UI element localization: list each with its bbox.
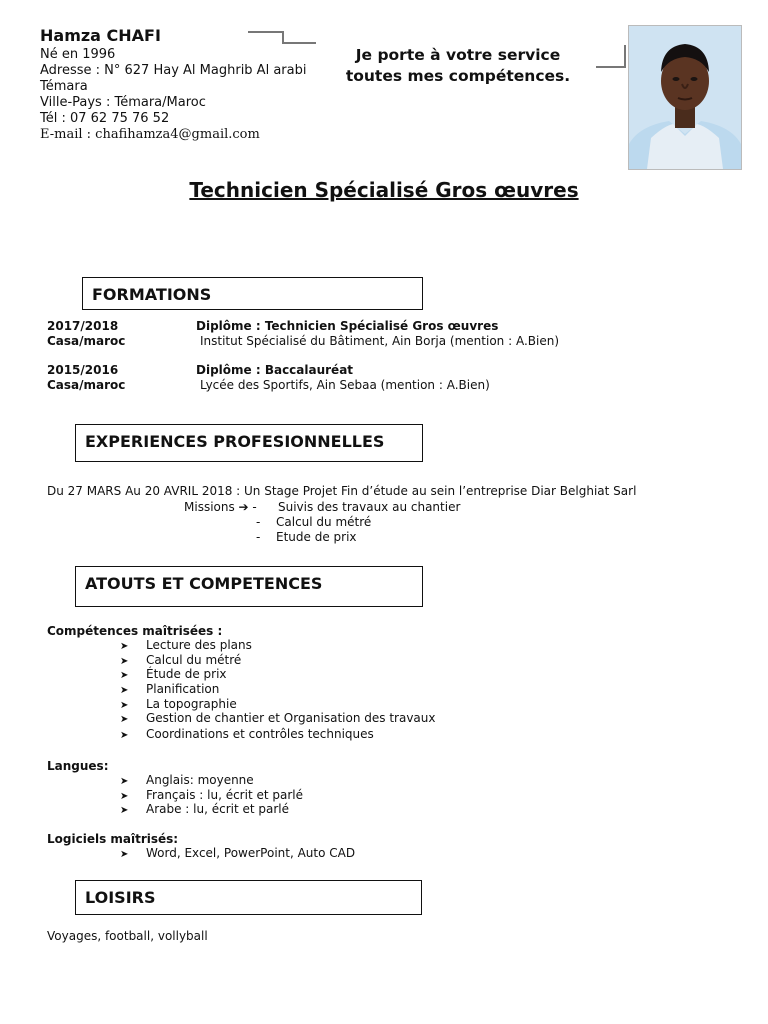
mission-dash: - bbox=[256, 515, 261, 529]
arrow-bullet-icon: ➤ bbox=[120, 685, 129, 697]
address-line-2: Témara bbox=[40, 79, 88, 94]
list-item: ➤ Calcul du métré bbox=[120, 653, 436, 668]
loisirs-text: Voyages, football, vollyball bbox=[47, 929, 208, 943]
job-title: Technicien Spécialisé Gros œuvres bbox=[189, 178, 579, 202]
mission-item: Etude de prix bbox=[276, 530, 357, 544]
arrow-bullet-icon: ➤ bbox=[120, 655, 129, 667]
mission-item: Suivis des travaux au chantier bbox=[278, 500, 461, 514]
city-country: Ville-Pays : Témara/Maroc bbox=[40, 95, 206, 110]
formation-2-school: Lycée des Sportifs, Ain Sebaa (mention : A.Bien) bbox=[200, 378, 490, 392]
list-item: ➤ La topographie bbox=[120, 697, 436, 712]
section-header-loisirs: LOISIRS bbox=[75, 880, 422, 915]
arrow-bullet-icon: ➤ bbox=[120, 714, 129, 726]
list-item: ➤ Planification bbox=[120, 682, 436, 697]
arrow-bullet-icon: ➤ bbox=[120, 776, 129, 787]
logiciels-label: Logiciels maîtrisés: bbox=[47, 832, 179, 846]
section-header-formations: FORMATIONS bbox=[82, 277, 423, 310]
formation-1-year: 2017/2018 bbox=[47, 319, 119, 333]
arrow-bullet-icon: ➤ bbox=[120, 849, 129, 860]
formation-2-year: 2015/2016 bbox=[47, 363, 119, 377]
slogan-line-2: toutes mes compétences. bbox=[345, 67, 571, 85]
mission-item: Calcul du métré bbox=[276, 515, 372, 529]
list-item: ➤ Arabe : lu, écrit et parlé bbox=[120, 802, 303, 817]
section-header-atouts: ATOUTS ET COMPETENCES bbox=[75, 566, 423, 607]
list-item: ➤ Coordinations et contrôles techniques bbox=[120, 727, 436, 742]
list-item: ➤ Anglais: moyenne bbox=[120, 773, 303, 788]
arrow-bullet-icon: ➤ bbox=[120, 730, 129, 742]
competences-list bbox=[120, 638, 436, 742]
mission-dash: - bbox=[256, 530, 261, 544]
competences-label: Compétences maîtrisées : bbox=[47, 624, 223, 638]
logiciels-list bbox=[120, 846, 355, 861]
formation-1-place: Casa/maroc bbox=[47, 334, 126, 348]
list-item: ➤ Word, Excel, PowerPoint, Auto CAD bbox=[120, 846, 355, 861]
formation-1-diploma: Diplôme : Technicien Spécialisé Gros œuvres bbox=[196, 319, 499, 333]
phone: Tél : 07 62 75 76 52 bbox=[40, 111, 170, 126]
arrow-bullet-icon: ➤ bbox=[120, 805, 129, 817]
decorative-line bbox=[596, 66, 626, 68]
slogan bbox=[318, 45, 598, 87]
formation-2-place: Casa/maroc bbox=[47, 378, 126, 392]
formation-2-diploma: Diplôme : Baccalauréat bbox=[196, 363, 354, 377]
experience-line: Du 27 MARS Au 20 AVRIL 2018 : Un Stage Projet Fin d’étude au sein l’entreprise Diar Belghiat Sarl bbox=[47, 484, 637, 498]
list-item: ➤ Gestion de chantier et Organisation des travaux bbox=[120, 711, 436, 726]
decorative-line bbox=[624, 45, 626, 68]
missions-label: Missions ➔ - bbox=[184, 500, 257, 514]
birth-year: Né en 1996 bbox=[40, 47, 116, 62]
arrow-bullet-icon: ➤ bbox=[120, 790, 129, 802]
list-item: ➤ Français : lu, écrit et parlé bbox=[120, 788, 303, 803]
profile-photo bbox=[628, 25, 742, 170]
langues-list bbox=[120, 773, 303, 817]
portrait-illustration bbox=[629, 26, 741, 169]
arrow-bullet-icon: ➤ bbox=[120, 670, 129, 682]
decorative-line bbox=[282, 42, 316, 44]
candidate-name: Hamza CHAFI bbox=[40, 26, 161, 45]
arrow-bullet-icon: ➤ bbox=[120, 641, 129, 652]
list-item: ➤ Lecture des plans bbox=[120, 638, 436, 653]
decorative-line bbox=[248, 31, 283, 33]
email: E-mail : chafihamza4@gmail.com bbox=[40, 127, 260, 142]
section-header-experiences: EXPERIENCES PROFESIONNELLES bbox=[75, 424, 423, 462]
list-item: ➤ Étude de prix bbox=[120, 667, 436, 682]
address-line-1: Adresse : N° 627 Hay Al Maghrib Al arabi bbox=[40, 63, 307, 78]
slogan-line-1: Je porte à votre service bbox=[355, 46, 561, 64]
langues-label: Langues: bbox=[47, 759, 109, 773]
arrow-bullet-icon: ➤ bbox=[120, 699, 129, 711]
formation-1-school: Institut Spécialisé du Bâtiment, Ain Borja (mention : A.Bien) bbox=[200, 334, 559, 348]
